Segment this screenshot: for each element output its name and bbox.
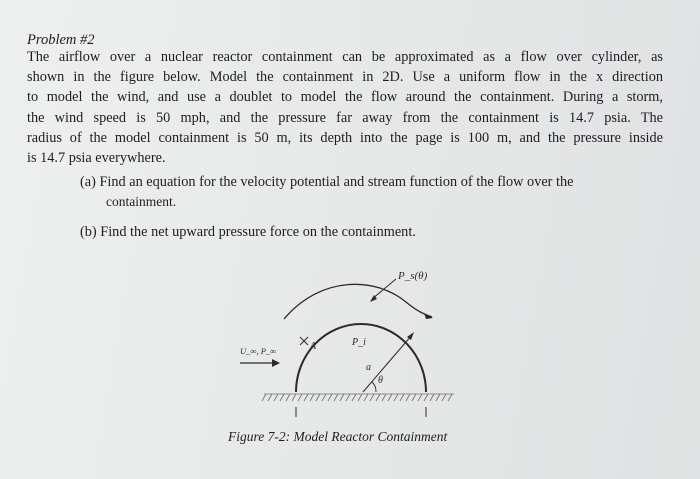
statement-line: shown in the figure below. Model the containment in 2D. Use a uniform flow in the x direction [27, 69, 663, 86]
streamline [284, 284, 432, 319]
problem-title: Problem #2 [27, 32, 95, 48]
ground-hatching [262, 394, 454, 401]
surface-pressure-pointer [372, 279, 396, 299]
radius-label: a [366, 362, 371, 373]
part-a-text: (a) Find an equation for the velocity potential and stream function of the flow over the [80, 174, 574, 190]
part-a [80, 172, 660, 212]
part-b [80, 222, 416, 242]
point-a-marker [300, 337, 308, 345]
problem-statement [27, 47, 663, 168]
containment-figure [226, 257, 476, 427]
point-a-label: A [310, 341, 317, 352]
angle-label: θ [378, 375, 383, 386]
part-a-text-continued: containment. [106, 194, 177, 209]
statement-line: radius of the model containment is 50 m, its depth into the page is 100 m, and the pressure inside [27, 129, 663, 146]
part-b-text: (b) Find the net upward pressure force on the containment. [80, 224, 416, 240]
freestream-label: U_∞, P_∞ [240, 346, 277, 356]
figure-caption: Figure 7-2: Model Reactor Containment [228, 429, 448, 444]
containment-dome [296, 324, 426, 392]
inside-pressure-label: P_i [352, 337, 366, 348]
angle-arc [372, 382, 376, 392]
statement-line: to model the wind, and use a doublet to model the flow around the containment. During a storm, [27, 89, 663, 106]
statement-line: is 14.7 psia everywhere. [27, 150, 166, 167]
statement-line: The airflow over a nuclear reactor containment can be approximated as a flow over cylinder, as [27, 49, 663, 65]
surface-pressure-label: P_s(θ) [398, 270, 428, 282]
freestream-arrowhead [272, 359, 280, 367]
statement-line: the wind speed is 50 mph, and the pressure far away from the containment is 14.7 psia. The [27, 109, 663, 126]
streamline-arrowhead [424, 313, 433, 319]
radius-arrowhead [407, 332, 414, 340]
